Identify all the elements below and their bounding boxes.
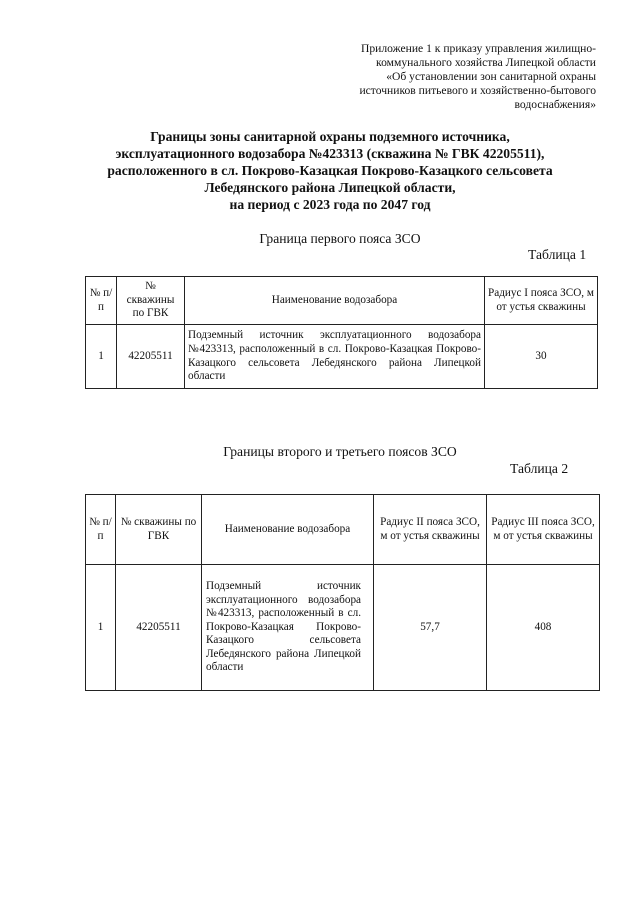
header-radius2: Радиус II пояса ЗСО, м от устья скважины	[374, 495, 487, 565]
appendix-line: Приложение 1 к приказу управления жилищно-	[360, 42, 596, 55]
table2-label: Таблица 2	[510, 461, 569, 476]
cell-well: 42205511	[116, 565, 202, 691]
cell-name: Подземный источник эксплуатационного водозабора №423313, расположенный в сл. Покрово-Казацкая Покрово-Казацкого сельсовета Лебедянского района Липецкой области	[185, 325, 485, 389]
title-line: Границы зоны санитарной охраны подземного источника,	[150, 129, 510, 144]
header-radius3: Радиус III пояса ЗСО, м от устья скважины	[487, 495, 600, 565]
header-name: Наименование водозабора	[202, 495, 374, 565]
appendix-line: «Об установлении зон санитарной охраны	[386, 70, 596, 83]
section1-title: Граница первого пояса ЗСО	[259, 231, 421, 246]
header-num: № п/п	[86, 495, 116, 565]
section2-title: Границы второго и третьего поясов ЗСО	[223, 444, 457, 459]
cell-radius1: 30	[485, 325, 598, 389]
table-header-row	[86, 277, 598, 325]
header-num: № п/п	[86, 277, 117, 325]
title-line: на период с 2023 года по 2047 год	[229, 197, 431, 212]
header-name: Наименование водозабора	[185, 277, 485, 325]
title-line: Лебедянского района Липецкой области,	[204, 180, 456, 195]
cell-num: 1	[86, 565, 116, 691]
appendix-note	[300, 42, 596, 112]
table-row	[86, 565, 600, 691]
zone23-table	[85, 494, 600, 691]
table1-label: Таблица 1	[528, 247, 587, 262]
appendix-line: источников питьевого и хозяйственно-бытового	[359, 84, 596, 97]
cell-name: Подземный источник эксплуатационного водозабора №423313, расположенный в сл. Покрово-Казацкая Покрово-Казацкого сельсовета Лебедянского района Липецкой области	[202, 565, 374, 691]
header-well: № скважины по ГВК	[116, 495, 202, 565]
title-line: эксплуатационного водозабора №423313 (скважина № ГВК 42205511),	[115, 146, 545, 161]
table-row	[86, 325, 598, 389]
cell-radius2: 57,7	[374, 565, 487, 691]
header-radius1: Радиус I пояса ЗСО, м от устья скважины	[485, 277, 598, 325]
title-line: расположенного в сл. Покрово-Казацкая Покрово-Казацкого сельсовета	[107, 163, 553, 178]
zone1-table	[85, 276, 598, 389]
document-title	[60, 128, 600, 213]
header-well: № скважины по ГВК	[117, 277, 185, 325]
appendix-line: водоснабжения»	[514, 98, 596, 111]
table-header-row	[86, 495, 600, 565]
cell-radius3: 408	[487, 565, 600, 691]
cell-well: 42205511	[117, 325, 185, 389]
cell-num: 1	[86, 325, 117, 389]
appendix-line: коммунального хозяйства Липецкой области	[376, 56, 596, 69]
